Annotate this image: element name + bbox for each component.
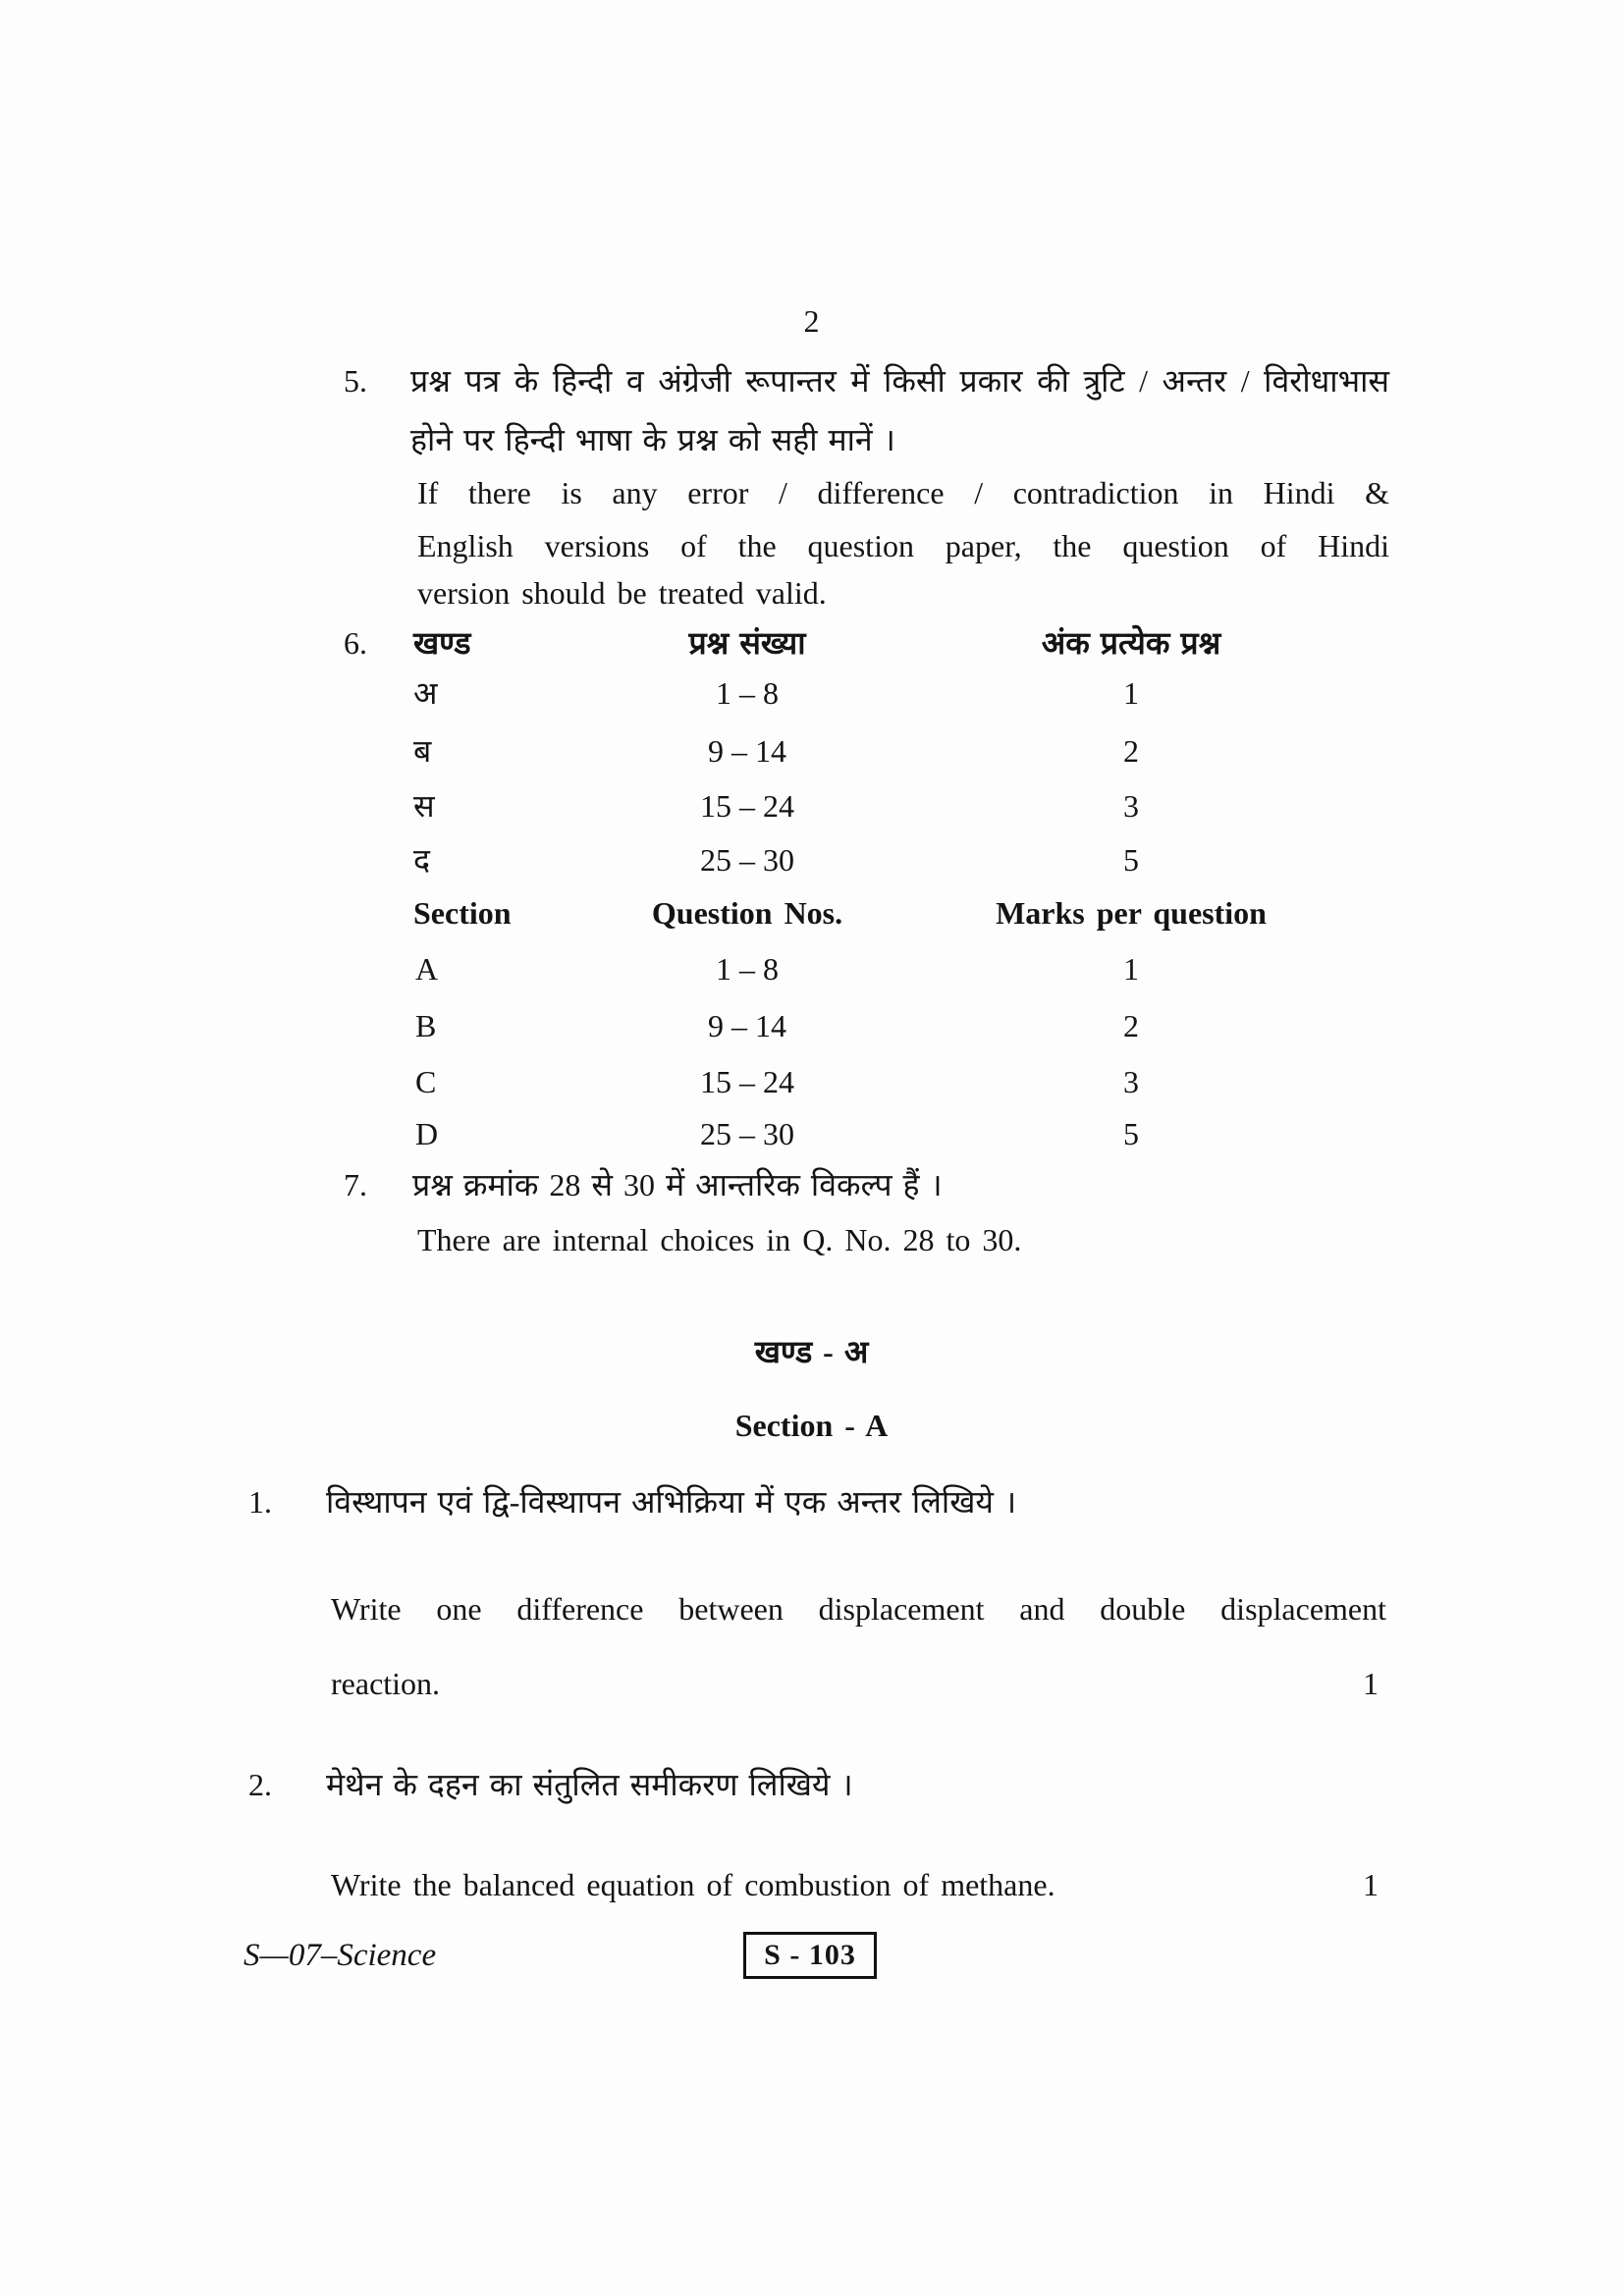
hindi-table-header-marks: अंक प्रत्येक प्रश्न <box>1041 625 1221 661</box>
instruction-6-number: 6. <box>344 625 367 661</box>
hindi-table-row-label: द <box>413 842 430 878</box>
question-1-number: 1. <box>248 1484 272 1520</box>
english-table-row-label: C <box>415 1064 437 1099</box>
instruction-5-english-line3: version should be treated valid. <box>417 575 827 611</box>
english-table-header-marks: Marks per question <box>996 895 1267 931</box>
english-table-row-range: 9 – 14 <box>708 1008 786 1043</box>
english-table-row-range: 15 – 24 <box>700 1064 794 1099</box>
english-table-row-marks: 3 <box>1123 1064 1139 1099</box>
question-1-english-line2: reaction. <box>331 1666 441 1701</box>
instruction-5-english-line2: English versions of the question paper, the question of Hindi <box>417 528 1389 563</box>
english-table-row-label: D <box>415 1116 439 1151</box>
instruction-7-number: 7. <box>344 1167 367 1202</box>
instruction-5-hindi-line1: प्रश्न पत्र के हिन्दी व अंग्रेजी रूपान्तर में किसी प्रकार की त्रुटि / अन्तर / विरोधाभास <box>410 363 1389 399</box>
english-table-header-section: Section <box>413 895 512 931</box>
hindi-table-row-label: स <box>413 788 435 824</box>
hindi-table-header-section: खण्ड <box>413 625 471 661</box>
question-2-english: Write the balanced equation of combustion of methane. <box>331 1867 1055 1902</box>
section-heading-hindi: खण्ड - अ <box>754 1334 869 1369</box>
instruction-5-english-line1: If there is any error / difference / contradiction in Hindi & <box>417 475 1389 510</box>
english-table-row-label: A <box>415 951 439 987</box>
hindi-table-row-range: 15 – 24 <box>700 788 794 824</box>
hindi-table-row-range: 9 – 14 <box>708 733 786 769</box>
hindi-table-row-range: 1 – 8 <box>716 675 779 711</box>
hindi-table-row-marks: 3 <box>1123 788 1139 824</box>
instruction-7-hindi: प्रश्न क्रमांक 28 से 30 में आन्तरिक विकल्प हैं । <box>412 1167 943 1202</box>
instruction-5-number: 5. <box>344 363 367 399</box>
english-table-row-label: B <box>415 1008 437 1043</box>
hindi-table-row-marks: 5 <box>1123 842 1139 878</box>
question-2-number: 2. <box>248 1767 272 1802</box>
question-1-english-line1: Write one difference between displacement and double displacement <box>331 1591 1386 1627</box>
question-2-hindi: मेथेन के दहन का संतुलित समीकरण लिखिये । <box>326 1767 853 1802</box>
english-table-header-question-nos: Question Nos. <box>651 895 843 931</box>
hindi-table-header-question-nos: प्रश्न संख्या <box>688 625 806 661</box>
question-2-marks: 1 <box>1363 1867 1379 1902</box>
english-table-row-marks: 1 <box>1123 951 1139 987</box>
hindi-table-row-marks: 1 <box>1123 675 1139 711</box>
instruction-7-english: There are internal choices in Q. No. 28 to 30. <box>417 1222 1022 1257</box>
page-number: 2 <box>803 303 820 339</box>
footer-paper-code-box <box>743 1932 877 1979</box>
hindi-table-row-label: अ <box>413 675 438 711</box>
hindi-table-row-label: ब <box>413 733 432 769</box>
english-table-row-marks: 2 <box>1123 1008 1139 1043</box>
question-1-hindi: विस्थापन एवं द्वि-विस्थापन अभिक्रिया में एक अन्तर लिखिये । <box>326 1484 1017 1520</box>
instruction-5-hindi-line2: होने पर हिन्दी भाषा के प्रश्न को सही मानें । <box>410 422 895 457</box>
question-1-marks: 1 <box>1363 1666 1379 1701</box>
footer-paper-code: S - 103 <box>764 1939 856 1971</box>
english-table-row-range: 25 – 30 <box>700 1116 794 1151</box>
footer-paper-series: S—07–Science <box>243 1938 437 1973</box>
hindi-table-row-range: 25 – 30 <box>700 842 794 878</box>
english-table-row-marks: 5 <box>1123 1116 1139 1151</box>
hindi-table-row-marks: 2 <box>1123 733 1139 769</box>
english-table-row-range: 1 – 8 <box>716 951 779 987</box>
section-heading-english: Section - A <box>734 1408 889 1443</box>
